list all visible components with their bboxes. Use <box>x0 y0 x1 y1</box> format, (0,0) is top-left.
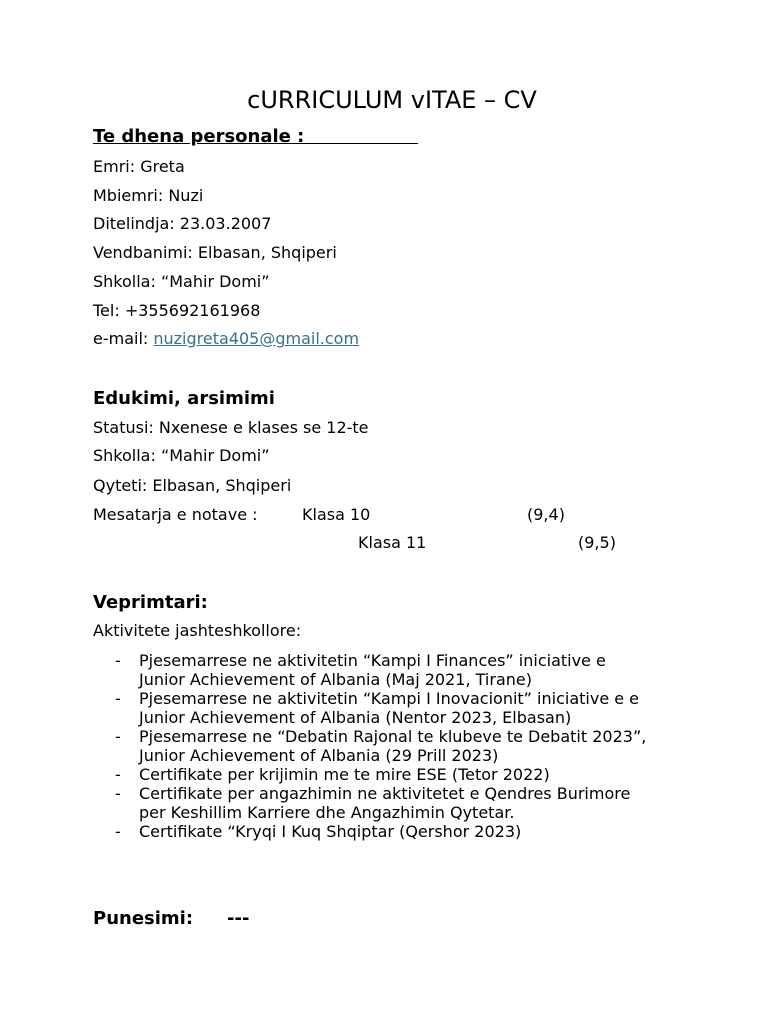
grade-class-10: Klasa 10 <box>302 505 371 524</box>
grade-class-11: Klasa 11 <box>358 533 427 552</box>
surname-line: Mbiemri: Nuzi <box>93 186 204 205</box>
list-item <box>93 651 713 689</box>
phone-line: Tel: +355692161968 <box>93 301 261 320</box>
bullet-dash: - <box>115 689 121 708</box>
list-item-line: per Keshillim Karriere dhe Angazhimin Qytetar. <box>139 803 515 822</box>
education-heading: Edukimi, arsimimi <box>93 388 275 409</box>
education-school-line: Shkolla: “Mahir Domi” <box>93 446 270 465</box>
activities-heading: Veprimtari: <box>93 592 208 613</box>
list-item <box>93 822 713 841</box>
personal-heading-text: Te dhena personale : <box>93 126 305 147</box>
bullet-dash: - <box>115 727 121 746</box>
status-line: Statusi: Nxenese e klases se 12-te <box>93 418 369 437</box>
list-item <box>93 689 713 727</box>
bullet-dash: - <box>115 822 121 841</box>
list-item-line: Junior Achievement of Albania (29 Prill 2023) <box>139 746 499 765</box>
bullet-dash: - <box>115 651 121 670</box>
name-line: Emri: Greta <box>93 157 185 176</box>
list-item-line: Pjesemarrese ne aktivitetin “Kampi I Finances” iniciative e <box>139 651 606 670</box>
list-item <box>93 765 713 784</box>
email-link[interactable]: nuzigreta405@gmail.com <box>153 329 360 348</box>
list-item-line: Pjesemarrese ne “Debatin Rajonal te klubeve te Debatit 2023”, <box>139 727 647 746</box>
list-item-line: Pjesemarrese ne aktivitetin “Kampi I Inovacionit” iniciative e e <box>139 689 640 708</box>
list-item-line: Certifikate per angazhimin ne aktivitetet e Qendres Burimore <box>139 784 631 803</box>
employment-heading: Punesimi: <box>93 908 194 929</box>
email-line <box>93 329 359 348</box>
bullet-dash: - <box>115 784 121 803</box>
list-item-line: Certifikate “Kryqi I Kuq Shqiptar (Qershor 2023) <box>139 822 522 841</box>
school-line: Shkolla: “Mahir Domi” <box>93 272 270 291</box>
document-title: cURRICULUM vITAE – CV <box>247 86 537 114</box>
employment-value: --- <box>227 908 250 929</box>
email-label: e-mail: <box>93 329 154 348</box>
list-item-line: Junior Achievement of Albania (Nentor 2023, Elbasan) <box>139 708 572 727</box>
average-label: Mesatarja e notave : <box>93 505 258 524</box>
grade-score-10: (9,4) <box>527 505 565 524</box>
birthdate-line: Ditelindja: 23.03.2007 <box>93 214 272 233</box>
activities-list <box>93 651 713 841</box>
personal-heading <box>93 126 418 147</box>
list-item <box>93 784 713 822</box>
residence-line: Vendbanimi: Elbasan, Shqiperi <box>93 243 337 262</box>
bullet-dash: - <box>115 765 121 784</box>
activities-subheading: Aktivitete jashteshkollore: <box>93 621 302 640</box>
list-item <box>93 727 713 765</box>
city-line: Qyteti: Elbasan, Shqiperi <box>93 476 292 495</box>
heading-rule <box>304 126 418 144</box>
list-item-line: Junior Achievement of Albania (Maj 2021, Tirane) <box>139 670 532 689</box>
grade-score-11: (9,5) <box>578 533 616 552</box>
list-item-line: Certifikate per krijimin me te mire ESE (Tetor 2022) <box>139 765 550 784</box>
